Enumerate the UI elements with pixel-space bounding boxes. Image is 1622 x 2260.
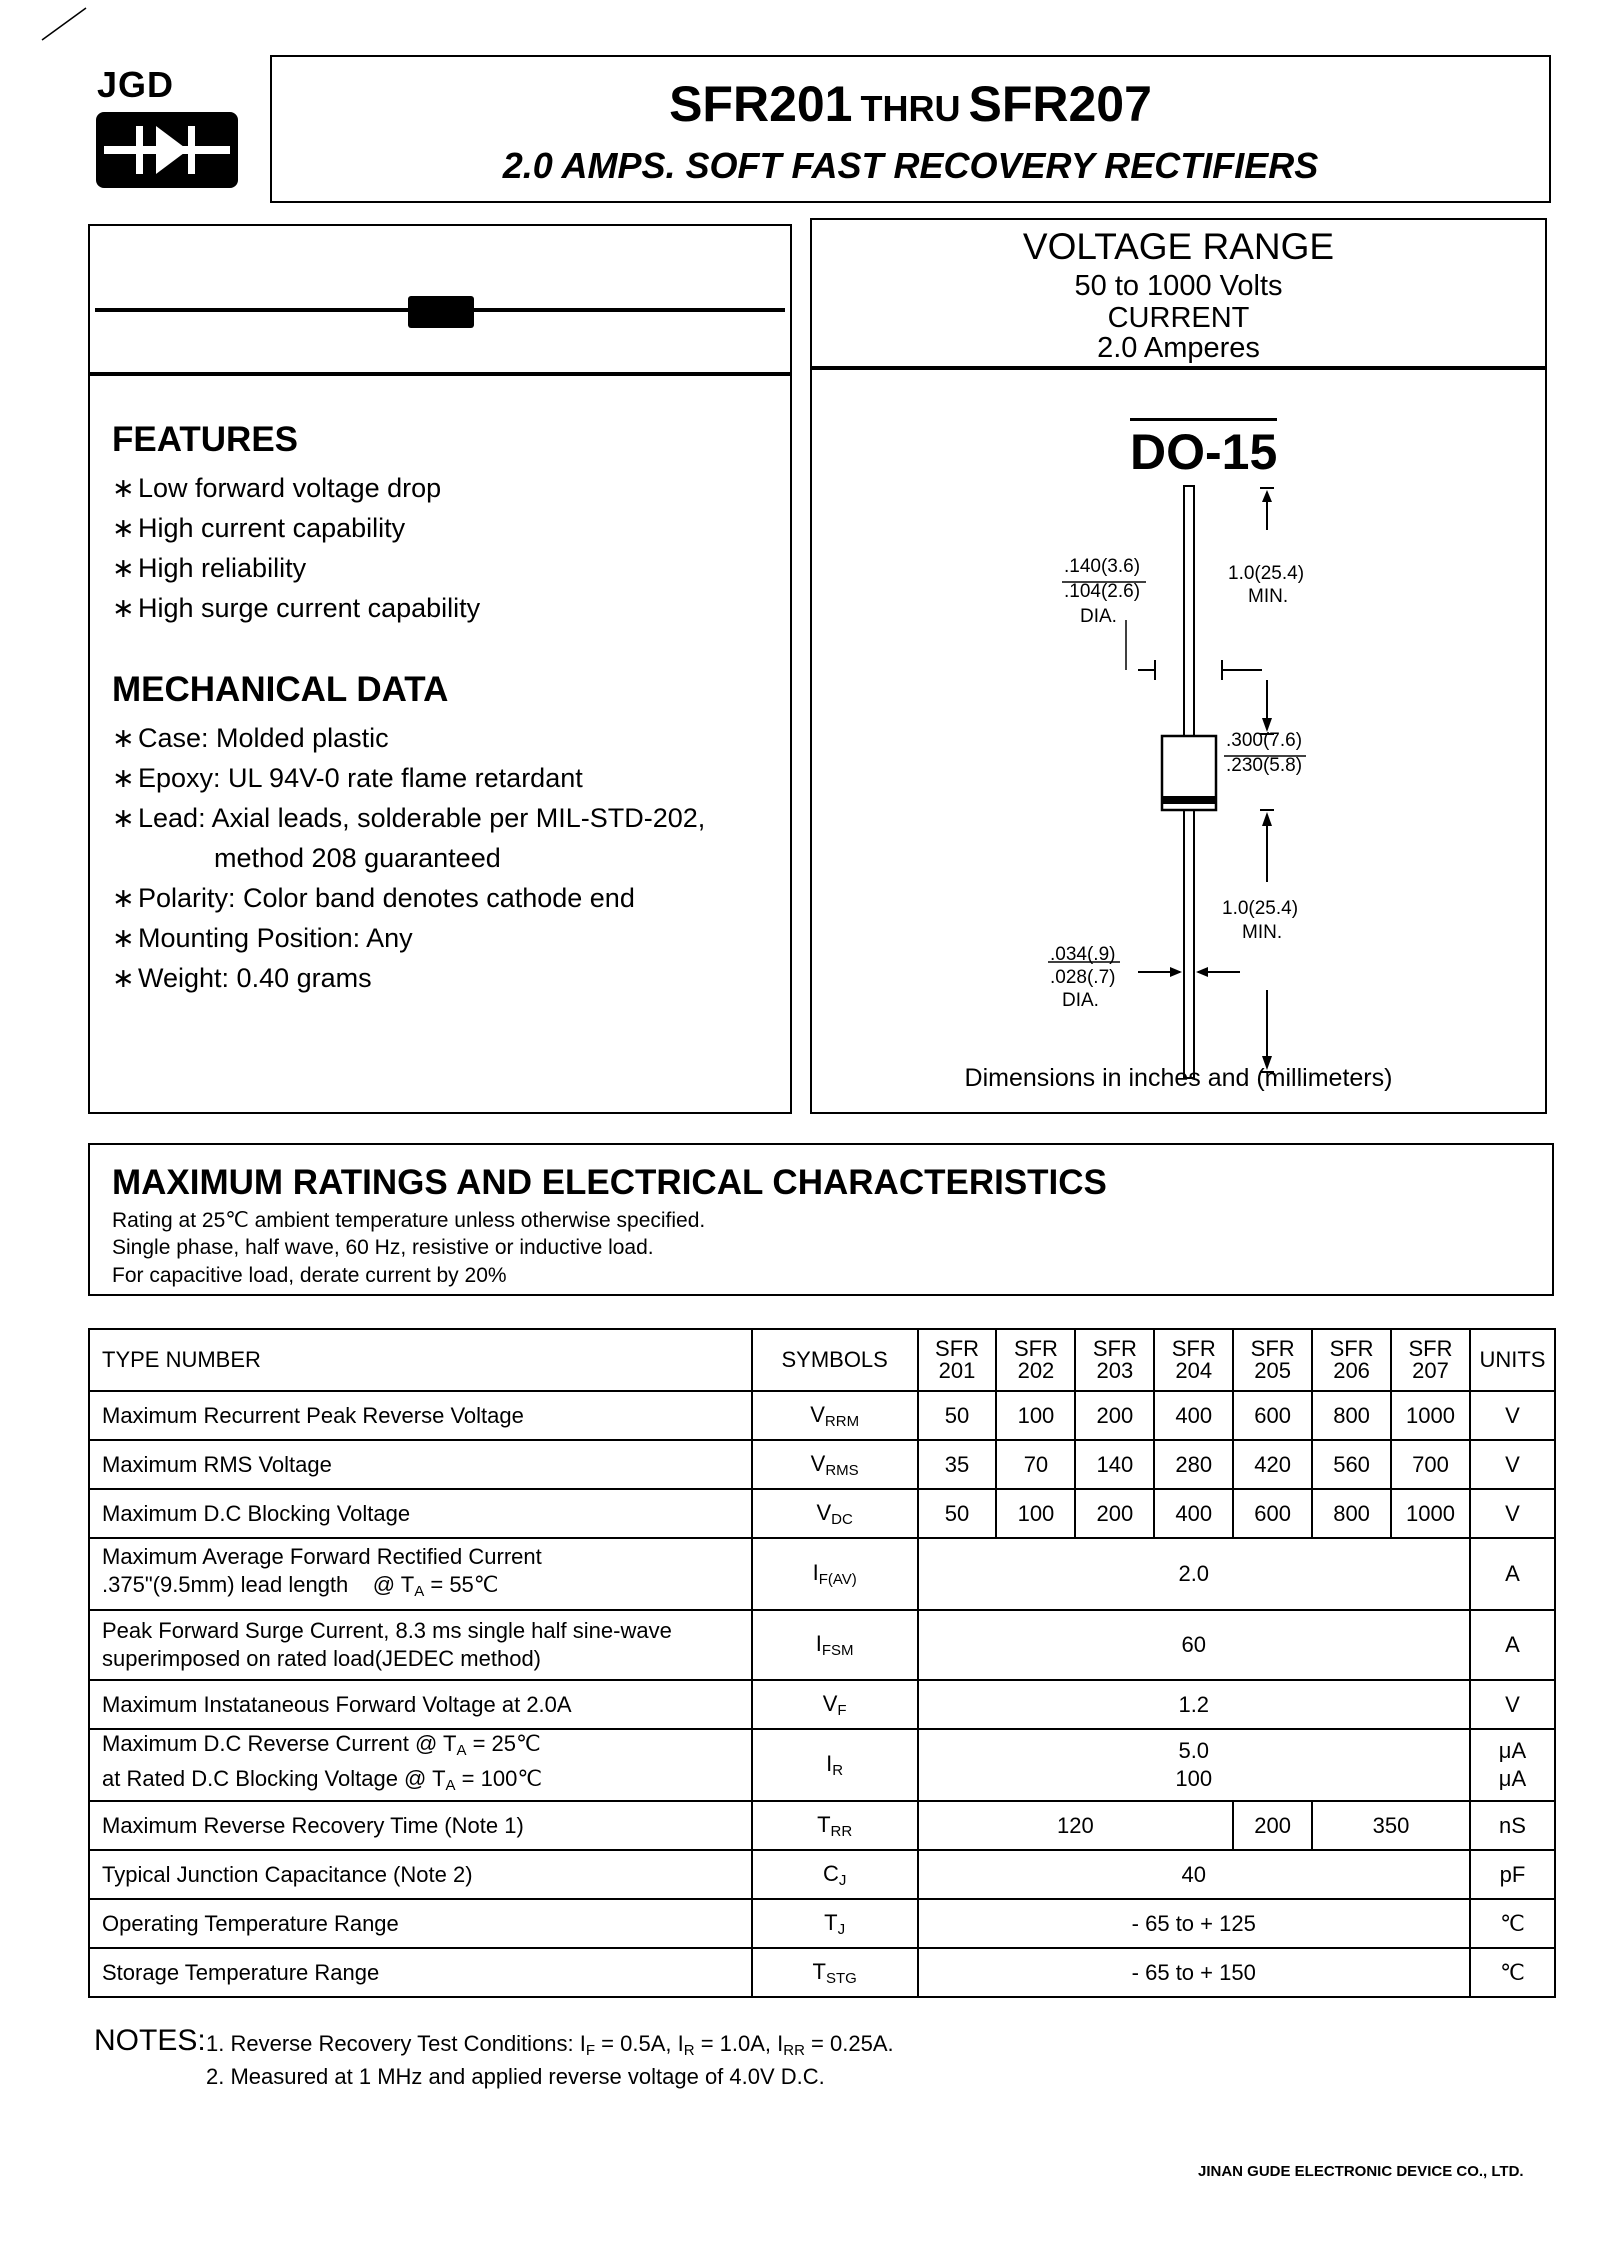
col-header-part: SFR 207 <box>1391 1329 1470 1391</box>
dim-body-dia-label: DIA. <box>1080 606 1117 627</box>
title-part2: SFR207 <box>968 76 1152 132</box>
package-drawing-box <box>810 368 1547 1114</box>
col-header-part: SFR 202 <box>996 1329 1075 1391</box>
ratings-note: For capacitive load, derate current by 20% <box>112 1264 507 1287</box>
page-subtitle: 2.0 AMPS. SOFT FAST RECOVERY RECTIFIERS <box>502 145 1319 186</box>
current-value: 2.0 Amperes <box>1097 332 1260 364</box>
title-part1: SFR201 <box>669 76 853 132</box>
dim-lead-length-top: 1.0(25.4) <box>1228 563 1305 584</box>
features-list <box>112 468 480 628</box>
dim-body-dia-min: .104(2.6) <box>1064 581 1141 602</box>
col-header-part: SFR 203 <box>1075 1329 1154 1391</box>
dim-body-length-max: .300(7.6) <box>1226 730 1303 751</box>
spec-table <box>88 1328 1556 1998</box>
notes-label: NOTES: <box>94 2024 206 2057</box>
ratings-title: MAXIMUM RATINGS AND ELECTRICAL CHARACTERISTICS <box>112 1163 1107 1202</box>
voltage-range-box <box>810 218 1547 368</box>
table-row: Maximum D.C Blocking Voltage $V_{DC}$ 50 100 200 400 600 800 1000 V <box>89 1489 1555 1538</box>
voltage-range-value: 50 to 1000 Volts <box>1074 270 1283 302</box>
voltage-range-label: VOLTAGE RANGE <box>1022 226 1335 267</box>
brand-logo-text: JGD <box>97 64 175 105</box>
page-title <box>272 75 1549 133</box>
list-item: ∗ High current capability <box>112 513 406 543</box>
dim-lead-dia-min: .028(.7) <box>1050 967 1116 988</box>
list-item: ∗ Polarity: Color band denotes cathode end <box>112 883 635 913</box>
table-row: Maximum Average Forward Rectified Current .375"(9.5mm) lead length @ $T_A$ = 55℃ $I_{F(AV)}$ 2.0 A <box>89 1538 1555 1610</box>
note-1: 1. Reverse Recovery Test Conditions: $I_F = 0.5A$, IR = 1.0A, IRR = 0.25A. <box>206 2031 894 2059</box>
list-item: ∗ Case: Molded plastic <box>112 723 389 753</box>
ratings-note: Rating at 25℃ ambient temperature unless otherwise specified. <box>112 1209 706 1232</box>
col-header-symbols: SYMBOLS <box>752 1329 918 1391</box>
dim-lead-length-bottom-min: MIN. <box>1242 922 1283 943</box>
col-header-units: UNITS <box>1470 1329 1555 1391</box>
table-row: Typical Junction Capacitance (Note 2) $C_J$ 40 pF <box>89 1850 1555 1899</box>
table-row: Maximum D.C Reverse Current @ $T_A$ = 25℃ at Rated D.C Blocking Voltage @ $T_A$ = 100℃ $I_R$ 5.0 100 μA μA <box>89 1729 1555 1801</box>
list-item: ∗ Lead: Axial leads, solderable per MIL-STD-202, <box>112 803 706 833</box>
col-header-type-number: TYPE NUMBER <box>89 1329 752 1391</box>
col-header-part: SFR 204 <box>1154 1329 1233 1391</box>
list-item: ∗ High reliability <box>112 553 307 583</box>
dim-lead-length-bottom: 1.0(25.4) <box>1222 898 1299 919</box>
brand-logo-icon <box>96 112 238 188</box>
dim-lead-length-top-min: MIN. <box>1248 586 1289 607</box>
table-row: Storage Temperature Range $T_{STG}$ - 65 to + 150 ℃ <box>89 1948 1555 1997</box>
col-header-part: SFR 206 <box>1312 1329 1391 1391</box>
diode-picture-box <box>88 224 792 374</box>
features-box <box>88 374 792 1114</box>
table-row: Maximum RMS Voltage $V_{RMS}$ 35 70 140 280 420 560 700 V <box>89 1440 1555 1489</box>
diode-icon <box>90 226 790 372</box>
dim-lead-dia-max: .034(.9) <box>1050 944 1116 965</box>
col-header-part: SFR 201 <box>918 1329 997 1391</box>
footer-company: JINAN GUDE ELECTRONIC DEVICE CO., LTD. <box>1198 2163 1524 2180</box>
list-item: ∗ Epoxy: UL 94V-0 rate flame retardant <box>112 763 583 793</box>
package-outline-drawing <box>812 370 1545 1112</box>
current-label: CURRENT <box>1107 302 1250 334</box>
mechanical-heading: MECHANICAL DATA <box>112 670 449 709</box>
list-item: ∗ Low forward voltage drop <box>112 473 442 503</box>
table-header-row <box>89 1329 1555 1391</box>
scan-mark <box>40 4 90 44</box>
mechanical-list <box>112 718 705 998</box>
list-item: ∗ Weight: 0.40 grams <box>112 963 372 993</box>
col-header-part: SFR 205 <box>1233 1329 1312 1391</box>
package-name: DO-15 <box>1130 418 1277 481</box>
table-row: Maximum Recurrent Peak Reverse Voltage $V_{RRM}$ 50 100 200 400 600 800 1000 V <box>89 1391 1555 1440</box>
table-row: Maximum Instataneous Forward Voltage at 2.0A $V_F$ 1.2 V <box>89 1680 1555 1729</box>
list-item: ∗ Mounting Position: Any <box>112 923 413 953</box>
dimensions-note: Dimensions in inches and (millimeters) <box>964 1064 1393 1092</box>
ratings-box <box>88 1143 1554 1296</box>
table-row: Operating Temperature Range $T_J$ - 65 to + 125 ℃ <box>89 1899 1555 1948</box>
dim-body-dia-max: .140(3.6) <box>1064 556 1141 577</box>
list-item: method 208 guaranteed <box>214 843 501 873</box>
features-heading: FEATURES <box>112 420 299 459</box>
title-thru: THRU <box>860 88 961 129</box>
ratings-note: Single phase, half wave, 60 Hz, resistive or inductive load. <box>112 1236 654 1259</box>
title-box <box>270 55 1551 203</box>
note-2: 2. Measured at 1 MHz and applied reverse voltage of 4.0V D.C. <box>206 2064 825 2089</box>
list-item: ∗ High surge current capability <box>112 593 481 623</box>
dim-lead-dia-label: DIA. <box>1062 990 1099 1011</box>
dim-body-length-min: .230(5.8) <box>1226 755 1303 776</box>
table-row: Peak Forward Surge Current, 8.3 ms single half sine-wave superimposed on rated load(JEDEC method) $I_{FSM}$ 60 A <box>89 1610 1555 1680</box>
table-row: Maximum Reverse Recovery Time (Note 1) $T_{RR}$ 120 200 350 nS <box>89 1801 1555 1850</box>
